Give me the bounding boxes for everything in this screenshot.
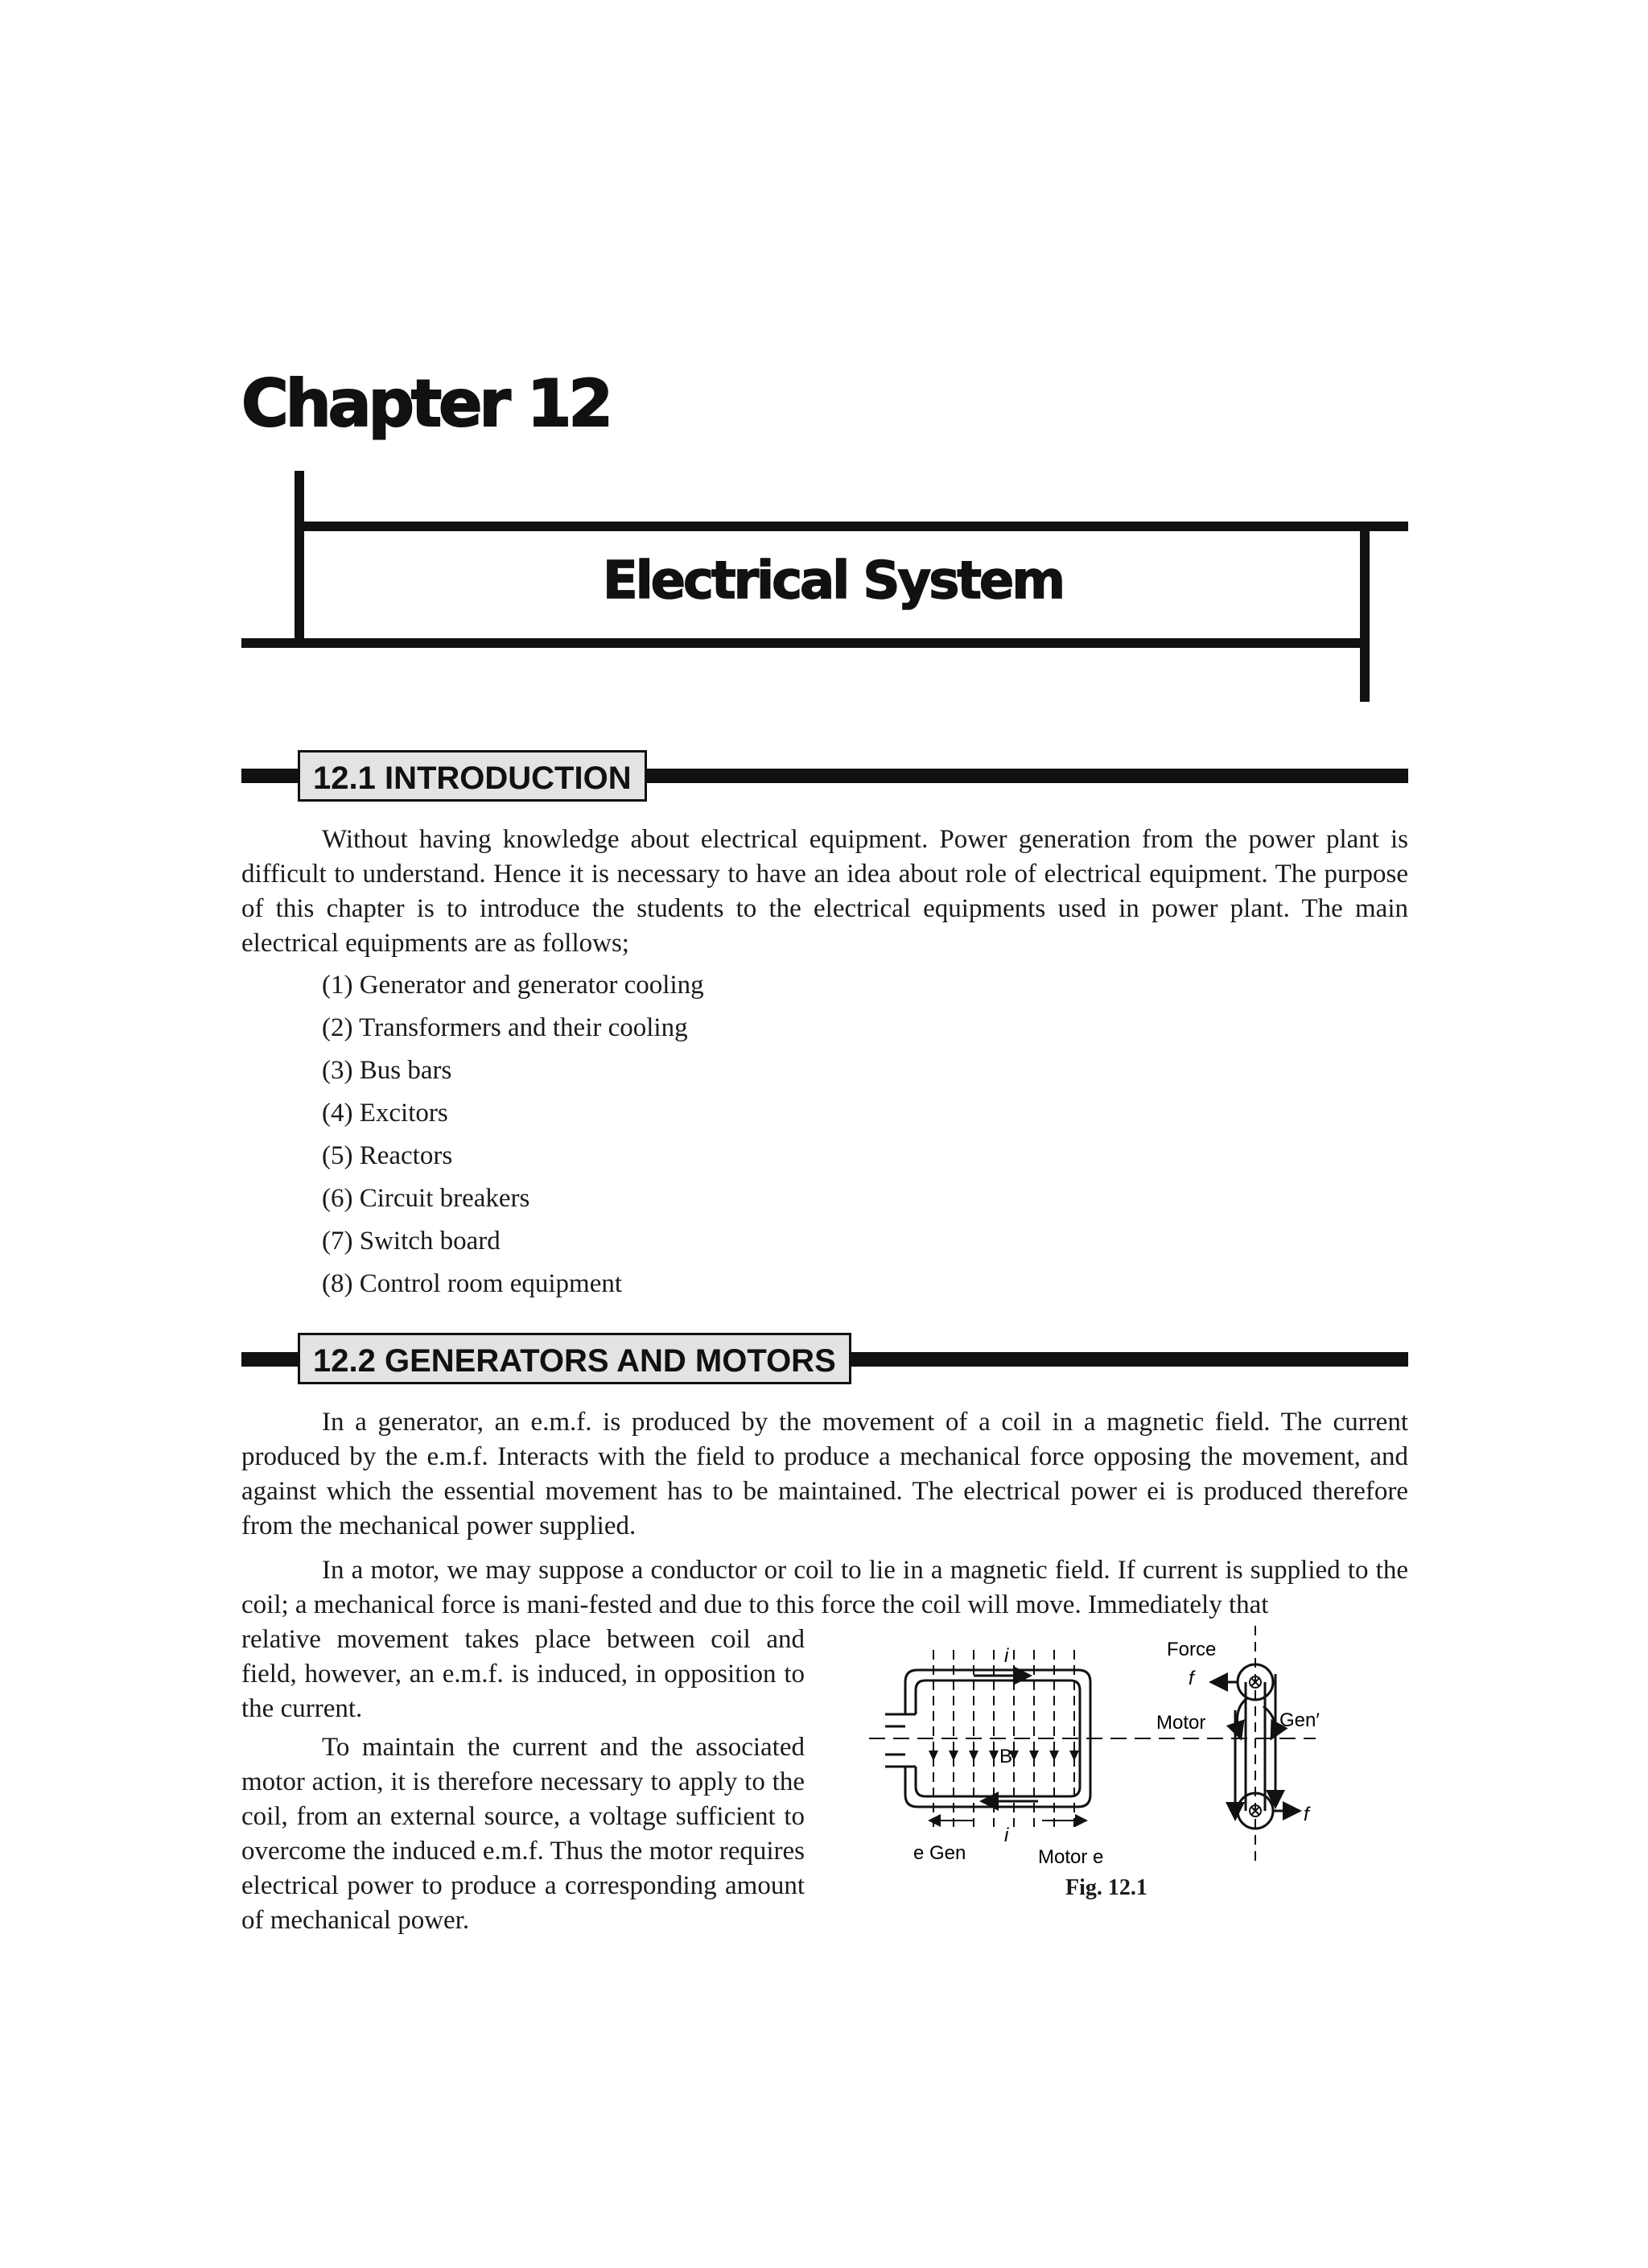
list-item: (3) Bus bars [322, 1056, 452, 1085]
label-i-bottom: i [1004, 1825, 1009, 1846]
figure-caption: Fig. 12.1 [1065, 1875, 1147, 1900]
label-motor: Motor [1156, 1712, 1206, 1734]
figure-svg [869, 1626, 1320, 1907]
list-item: (6) Circuit breakers [322, 1184, 530, 1213]
label-f-top: f [1189, 1668, 1194, 1689]
section-heading-introduction: 12.1 INTRODUCTION [298, 750, 647, 802]
label-e-gen: e Gen [913, 1842, 966, 1864]
intro-paragraph: Without having knowledge about electrical equipment. Power generation from the power plant is difficult to understand. Hence it is necessary to have an idea about role of electrical equipment. The purpose of this chapter is to introduce the students to the electrical equipments used in power plant. The main electrical equipments are as follows; [241, 825, 1408, 958]
frame-top-rule [295, 522, 1408, 531]
chapter-title-frame [0, 0, 1648, 724]
label-i-top: i [1004, 1645, 1009, 1667]
frame-bottom-rule [241, 638, 1368, 648]
coil-outline [885, 1670, 1090, 1807]
figure-generator-motor-diagram [869, 1626, 1320, 1907]
list-item: (2) Transformers and their cooling [322, 1013, 688, 1042]
label-B: B [999, 1746, 1013, 1767]
chapter-label: Chapter 12 [241, 366, 611, 441]
label-f-bottom: f [1304, 1804, 1309, 1825]
conductor-side-view [1238, 1626, 1273, 1863]
generators-paragraph-2: In a motor, we may suppose a conductor or coil to lie in a magnetic field. If current is supplied to the coil; a mechanical force is mani-fested and due to this force the coil will move. Immediately that [241, 1556, 1408, 1619]
chapter-title: Electrical System [602, 551, 1064, 611]
generators-paragraph-3: relative movement takes place between coil and field, however, an e.m.f. is induced, in opposition to the current. [241, 1625, 805, 1723]
generators-paragraph-4: To maintain the current and the associated motor action, it is therefore necessary to apply to the coil, from an external source, a voltage sufficient to overcome the induced e.m.f. Thus the motor requires electrical power to produce a corresponding amount of mechanical power. [241, 1733, 805, 1935]
list-item: (7) Switch board [322, 1227, 501, 1256]
equipment-list [322, 964, 704, 1305]
list-item: (1) Generator and generator cooling [322, 971, 704, 1000]
list-item: (5) Reactors [322, 1141, 453, 1170]
section-heading-generators: 12.2 GENERATORS AND MOTORS [298, 1333, 851, 1384]
list-item: (4) Excitors [322, 1099, 448, 1128]
label-gen: Gen′ [1279, 1709, 1320, 1731]
list-item: (8) Control room equipment [322, 1269, 623, 1298]
label-force: Force [1167, 1639, 1217, 1660]
label-motor-e: Motor e [1038, 1846, 1104, 1868]
generators-paragraph-1: In a generator, an e.m.f. is produced by the movement of a coil in a magnetic field. The current produced by the e.m.f. Interacts with the field to produce a mechanical force opposing the movement, and against which the essential movement has to be maintained. The electrical power ei is produced therefore from the mechanical power supplied. [241, 1408, 1408, 1540]
